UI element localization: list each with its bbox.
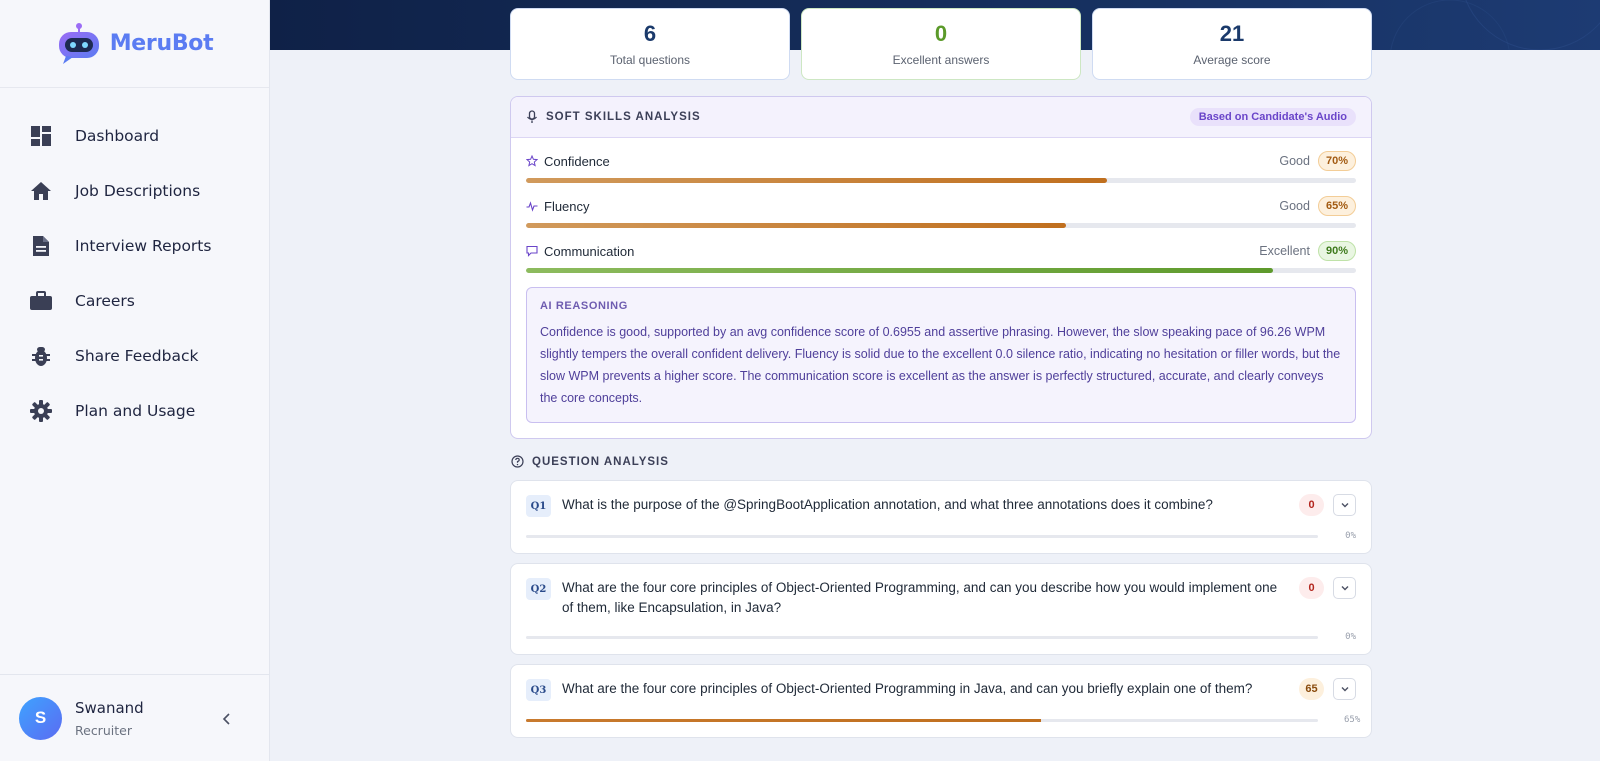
stat-label: Average score xyxy=(1193,53,1271,67)
sidebar-item-label: Dashboard xyxy=(75,126,160,145)
ai-reasoning-box xyxy=(526,287,1356,423)
sidebar-nav xyxy=(0,88,269,438)
question-score-badge: 65 xyxy=(1299,678,1324,700)
sidebar-item-job-descriptions[interactable] xyxy=(0,163,269,218)
expand-question-button[interactable] xyxy=(1333,577,1356,599)
audio-source-badge: Based on Candidate's Audio xyxy=(1190,108,1356,126)
microphone-icon xyxy=(526,110,538,124)
question-analysis-title xyxy=(510,455,1372,468)
chat-icon xyxy=(526,245,538,257)
sidebar-item-interview-reports[interactable] xyxy=(0,218,269,273)
skill-progress-track xyxy=(526,268,1356,273)
skill-communication xyxy=(526,240,1356,273)
skill-percent-badge: 65% xyxy=(1318,196,1356,216)
ai-reasoning-title: AI REASONING xyxy=(540,300,628,312)
question-list xyxy=(510,480,1372,738)
sidebar xyxy=(0,0,270,761)
question-text: What are the four core principles of Object-Oriented Programming, and can you describe how you would implement one of them, like Encapsulation, in Java? xyxy=(562,580,1278,615)
gear-icon xyxy=(30,400,52,422)
stat-average-score xyxy=(1092,8,1372,80)
skill-name: Fluency xyxy=(544,198,590,214)
stat-label: Total questions xyxy=(609,53,691,67)
skill-confidence xyxy=(526,150,1356,183)
stat-excellent-answers xyxy=(801,8,1081,80)
sidebar-item-label: Interview Reports xyxy=(75,236,212,255)
chevron-left-icon[interactable] xyxy=(219,711,235,727)
expand-question-button[interactable] xyxy=(1333,678,1356,700)
main-content xyxy=(510,8,1372,747)
sidebar-item-label: Share Feedback xyxy=(75,346,199,365)
question-percent: 0% xyxy=(1345,632,1356,642)
sidebar-item-careers[interactable] xyxy=(0,273,269,328)
stat-label: Excellent answers xyxy=(892,53,990,67)
document-icon xyxy=(30,235,52,257)
soft-skills-header xyxy=(511,97,1371,138)
question-card-q3[interactable] xyxy=(510,664,1372,738)
stat-total-questions xyxy=(510,8,790,80)
skill-name: Communication xyxy=(544,243,635,259)
home-icon xyxy=(30,180,52,202)
question-percent: 65% xyxy=(1344,715,1361,725)
skill-percent-badge: 70% xyxy=(1318,151,1356,171)
briefcase-icon xyxy=(30,290,52,312)
chevron-down-icon xyxy=(1340,500,1350,510)
question-score-badge: 0 xyxy=(1299,494,1324,516)
user-name: Swanand xyxy=(75,698,144,717)
question-card-q2[interactable] xyxy=(510,563,1372,655)
avatar[interactable]: S xyxy=(19,697,62,740)
skill-fluency xyxy=(526,195,1356,228)
sidebar-item-dashboard[interactable] xyxy=(0,108,269,163)
sidebar-item-share-feedback[interactable] xyxy=(0,328,269,383)
sidebar-item-label: Plan and Usage xyxy=(75,401,196,420)
question-analysis-title-text: QUESTION ANALYSIS xyxy=(532,455,669,468)
skill-progress-fill xyxy=(526,223,1066,228)
question-progress-track xyxy=(526,636,1318,639)
skill-progress-fill xyxy=(526,178,1107,183)
user-role: Recruiter xyxy=(75,722,132,738)
expand-question-button[interactable] xyxy=(1333,494,1356,516)
robot-logo-icon xyxy=(56,22,102,66)
skill-progress-track xyxy=(526,223,1356,228)
chevron-down-icon xyxy=(1340,583,1350,593)
skill-rating: Good xyxy=(1279,199,1310,213)
question-progress-track xyxy=(526,535,1318,538)
bug-icon xyxy=(30,345,52,367)
question-text: What are the four core principles of Object-Oriented Programming in Java, and can you briefly explain one of them? xyxy=(562,681,1253,696)
dashboard-icon xyxy=(30,125,52,147)
star-icon xyxy=(526,155,538,167)
stat-value: 0 xyxy=(934,21,948,46)
soft-skills-title xyxy=(526,110,701,124)
question-progress-track xyxy=(526,719,1318,722)
skill-rating: Good xyxy=(1279,154,1310,168)
soft-skills-title-text: SOFT SKILLS ANALYSIS xyxy=(546,111,701,123)
brand-name: MeruBot xyxy=(109,31,214,56)
stat-value: 21 xyxy=(1219,21,1245,46)
skill-percent-badge: 90% xyxy=(1318,241,1356,261)
chevron-down-icon xyxy=(1340,684,1350,694)
user-profile[interactable] xyxy=(0,674,269,761)
user-info xyxy=(75,699,144,738)
ai-reasoning-text: Confidence is good, supported by an avg confidence score of 0.6955 and assertive phrasing. However, the slow speaking pace of 96.26 WPM slightly tempers the overall confident delivery. Fluency is solid due to the excellent 0.0 silence ratio, indicating no hesitation or filler words, but the slow WPM prevents a higher score. The communication score is excellent as the answer is perfectly structured, accurate, and clearly conveys the core concepts. xyxy=(540,325,1341,405)
question-progress-fill xyxy=(526,719,1041,722)
stats-row xyxy=(510,8,1372,80)
activity-icon xyxy=(526,200,538,212)
question-score-badge: 0 xyxy=(1299,577,1324,599)
question-number: Q3 xyxy=(526,679,551,701)
stat-value: 6 xyxy=(643,21,657,46)
sidebar-item-label: Job Descriptions xyxy=(75,181,201,200)
skill-rating: Excellent xyxy=(1259,244,1310,258)
logo[interactable] xyxy=(0,0,269,88)
sidebar-item-label: Careers xyxy=(75,291,135,310)
soft-skills-card xyxy=(510,96,1372,439)
skill-progress-track xyxy=(526,178,1356,183)
skill-progress-fill xyxy=(526,268,1273,273)
question-text: What is the purpose of the @SpringBootApplication annotation, and what three annotations does it combine? xyxy=(562,497,1213,512)
question-number: Q2 xyxy=(526,578,551,600)
question-card-q1[interactable] xyxy=(510,480,1372,554)
question-percent: 0% xyxy=(1345,531,1356,541)
sidebar-item-plan-and-usage[interactable] xyxy=(0,383,269,438)
skill-name: Confidence xyxy=(544,153,610,169)
question-number: Q1 xyxy=(526,495,551,517)
help-circle-icon xyxy=(511,455,524,468)
soft-skills-body xyxy=(511,138,1371,438)
